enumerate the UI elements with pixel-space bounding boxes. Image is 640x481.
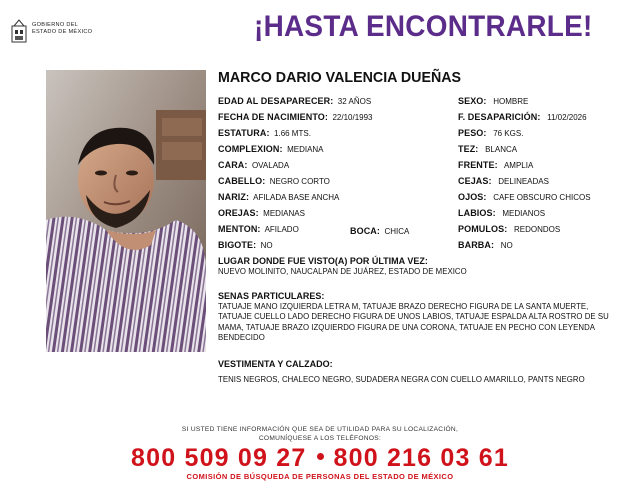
field-sexo-value: HOMBRE <box>493 97 529 106</box>
field-cara <box>218 160 289 171</box>
clothing-label: VESTIMENTA Y CALZADO: <box>218 359 333 369</box>
field-edad <box>218 96 371 107</box>
field-estatura <box>218 128 311 139</box>
field-peso-label: PESO: <box>458 128 487 138</box>
field-orejas-value: MEDIANAS <box>263 209 305 218</box>
field-bigote-value: NO <box>260 241 273 250</box>
contact-info <box>0 426 640 443</box>
field-boca-value: CHICA <box>384 227 410 236</box>
state-emblem-icon <box>10 18 28 46</box>
field-peso-value: 76 KGS. <box>493 129 524 138</box>
field-desaparicion-label: F. DESAPARICIÓN: <box>458 112 541 122</box>
field-pomulos <box>458 224 560 235</box>
separator-dot-icon <box>317 453 324 460</box>
field-pomulos-label: POMULOS: <box>458 224 508 234</box>
field-sexo <box>458 96 528 107</box>
last-seen-value: NUEVO MOLINITO, NAUCALPAN DE JUÁREZ, ESTADO DE MEXICO <box>218 267 467 276</box>
field-labios-value: MEDIANOS <box>502 209 546 218</box>
field-nacimiento-value: 22/10/1993 <box>332 113 373 122</box>
field-labios <box>458 208 545 219</box>
field-labios-label: LABIOS: <box>458 208 496 218</box>
field-menton-value: AFILADO <box>264 225 299 234</box>
gov-logo-line2: ESTADO DE MÉXICO <box>32 29 93 35</box>
field-estatura-value: 1.66 MTS. <box>274 129 311 138</box>
person-photo-image <box>46 70 206 352</box>
field-tez-value: BLANCA <box>485 145 518 154</box>
field-bigote <box>218 240 273 251</box>
phone-numbers <box>0 444 640 473</box>
field-pomulos-value: REDONDOS <box>513 225 561 234</box>
distinguishing-marks-value: TATUAJE MANO IZQUIERDA LETRA M, TATUAJE BRAZO DERECHO FIGURA DE LA SANTA MUERTE, TATUAJE CUELLO LADO DERECHO FIGURA DE UNOS LABIOS, TATUAJE ESPALDA ALTA ROSTRO DE SU MAMA, TATUAJE BRAZO IZQUIERDO FIGURA DE UNA CORONA, TATUAJE EN PECHO CON LEYENDA BENDECIDO <box>218 302 609 343</box>
field-bigote-label: BIGOTE: <box>218 240 257 250</box>
field-sexo-label: SEXO: <box>458 96 487 106</box>
field-frente <box>458 160 533 171</box>
field-nacimiento-label: FECHA DE NACIMIENTO: <box>218 112 328 122</box>
field-tez-label: TEZ: <box>458 144 479 154</box>
government-logo-text <box>32 22 92 36</box>
field-cabello-label: CABELLO: <box>218 176 266 186</box>
government-logo <box>10 18 120 48</box>
field-nacimiento <box>218 112 373 123</box>
field-cara-label: CARA: <box>218 160 248 170</box>
field-boca-label: BOCA: <box>350 226 380 236</box>
field-menton <box>218 224 299 235</box>
phone-number-2[interactable]: 800 216 03 61 <box>333 444 509 472</box>
field-complexion-value: MEDIANA <box>287 145 324 154</box>
clothing-value: TENIS NEGROS, CHALECO NEGRO, SUDADERA NEGRA CON CUELLO AMARILLO, PANTS NEGRO <box>218 375 585 384</box>
field-cejas-value: DELINEADAS <box>498 177 549 186</box>
field-frente-value: AMPLIA <box>503 161 534 170</box>
field-menton-label: MENTON: <box>218 224 261 234</box>
person-name: MARCO DARIO VALENCIA DUEÑAS <box>218 69 462 86</box>
field-cejas <box>458 176 549 187</box>
field-complexion-label: COMPLEXION: <box>218 144 283 154</box>
gov-logo-line1: GOBIERNO DEL <box>32 22 79 28</box>
field-ojos-value: CAFE OBSCURO CHICOS <box>493 193 591 202</box>
field-desaparicion-value: 11/02/2026 <box>547 113 587 122</box>
distinguishing-marks-label: SENAS PARTICULARES: <box>218 291 325 301</box>
field-nariz-label: NARIZ: <box>218 192 250 202</box>
field-frente-label: FRENTE: <box>458 160 498 170</box>
field-barba <box>458 240 513 251</box>
last-seen-label: LUGAR DONDE FUE VISTO(A) POR ÚLTIMA VEZ: <box>218 256 428 266</box>
field-tez <box>458 144 517 155</box>
headline: ¡HASTA ENCONTRARLE! <box>254 10 593 43</box>
field-edad-value: 32 AÑOS <box>337 97 372 106</box>
field-orejas-label: OREJAS: <box>218 208 259 218</box>
field-desaparicion <box>458 112 587 123</box>
field-nariz <box>218 192 339 203</box>
field-estatura-label: ESTATURA: <box>218 128 270 138</box>
contact-info-line1: SI USTED TIENE INFORMACIÓN QUE SEA DE UTILIDAD PARA SU LOCALIZACIÓN, <box>181 426 459 433</box>
field-barba-label: BARBA: <box>458 240 495 250</box>
contact-info-line2: COMUNÍQUESE A LOS TELÉFONOS: <box>258 434 382 442</box>
commission-name: COMISIÓN DE BÚSQUEDA DE PERSONAS DEL ESTADO DE MÉXICO <box>186 472 454 481</box>
missing-person-photo <box>46 70 206 352</box>
field-edad-label: EDAD AL DESAPARECER: <box>218 96 334 106</box>
field-barba-value: NO <box>500 241 513 250</box>
field-cabello-value: NEGRO CORTO <box>269 177 330 186</box>
field-cara-value: OVALADA <box>251 161 290 170</box>
field-complexion <box>218 144 324 155</box>
field-cabello <box>218 176 330 187</box>
field-orejas <box>218 208 305 219</box>
field-peso <box>458 128 523 139</box>
field-boca <box>350 226 409 237</box>
field-cejas-label: CEJAS: <box>458 176 492 186</box>
field-ojos <box>458 192 591 203</box>
field-nariz-value: AFILADA BASE ANCHA <box>253 193 340 202</box>
phone-number-1[interactable]: 800 509 09 27 <box>131 444 307 472</box>
field-ojos-label: OJOS: <box>458 192 487 202</box>
